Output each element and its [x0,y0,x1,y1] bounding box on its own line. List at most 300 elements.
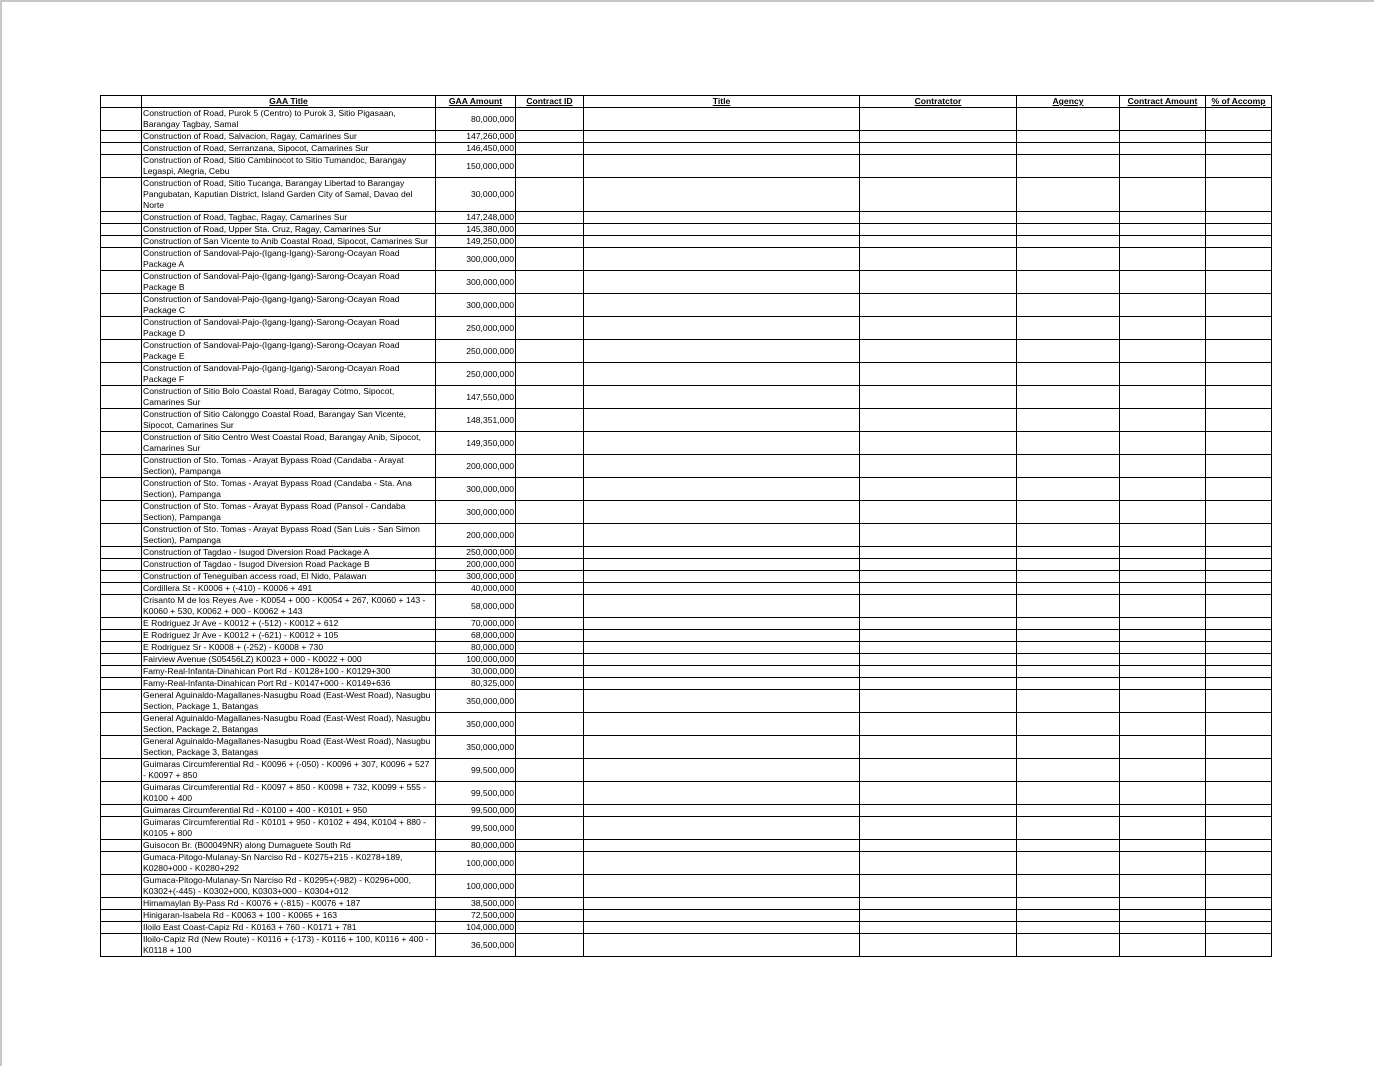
agency-cell [1017,236,1120,248]
contract-amount-cell [1120,713,1206,736]
contractor-cell [860,386,1017,409]
table-row [101,805,1272,817]
gaa-title-cell: E Rodriguez Jr Ave - K0012 + (-512) - K0012 + 612 [142,618,436,630]
gaa-title-cell: Guimaras Circumferential Rd - K0097 + 850 - K0098 + 732, K0099 + 555 - K0100 + 400 [142,782,436,805]
gaa-amount-cell: 104,000,000 [436,922,516,934]
contractor-cell [860,595,1017,618]
contract-amount-cell [1120,340,1206,363]
table-row [101,178,1272,212]
gaa-amount-cell: 30,000,000 [436,666,516,678]
agency-cell [1017,224,1120,236]
agency-cell [1017,690,1120,713]
contract-id-cell [516,501,584,524]
table-row [101,363,1272,386]
contract-id-cell [516,363,584,386]
contract-amount-cell [1120,817,1206,840]
gaa-amount-cell: 149,350,000 [436,432,516,455]
contract-id-cell [516,409,584,432]
table-row [101,143,1272,155]
agency-cell [1017,583,1120,595]
row-blank-cell [101,840,142,852]
contract-amount-cell [1120,630,1206,642]
pct-accomp-cell [1206,690,1272,713]
contract-id-cell [516,595,584,618]
title-cell [584,478,860,501]
contract-id-cell [516,898,584,910]
row-blank-cell [101,690,142,713]
contractor-cell [860,524,1017,547]
title-cell [584,131,860,143]
contract-amount-cell [1120,654,1206,666]
table-row [101,224,1272,236]
contractor-cell [860,817,1017,840]
pct-accomp-cell [1206,155,1272,178]
table-row [101,759,1272,782]
contract-id-cell [516,248,584,271]
contractor-cell [860,178,1017,212]
gaa-amount-cell: 300,000,000 [436,271,516,294]
gaa-amount-cell: 38,500,000 [436,898,516,910]
table-row [101,852,1272,875]
contract-id-cell [516,432,584,455]
page-left-border [0,0,2,1066]
gaa-title-cell: Construction of Sitio Centro West Coastal Road, Barangay Anib, Sipocot, Camarines Sur [142,432,436,455]
gaa-title-cell: Guisocon Br. (B00049NR) along Dumaguete South Rd [142,840,436,852]
contractor-cell [860,236,1017,248]
gaa-amount-cell: 147,248,000 [436,212,516,224]
contract-amount-cell [1120,386,1206,409]
contractor-cell [860,224,1017,236]
table-row [101,294,1272,317]
pct-accomp-cell [1206,630,1272,642]
row-blank-cell [101,248,142,271]
pct-accomp-cell [1206,595,1272,618]
gaa-amount-cell: 147,260,000 [436,131,516,143]
contract-id-cell [516,736,584,759]
pct-accomp-cell [1206,212,1272,224]
contract-amount-cell [1120,934,1206,957]
contractor-cell [860,294,1017,317]
row-blank-cell [101,618,142,630]
agency-cell [1017,571,1120,583]
gaa-title-cell: Cordillera St - K0006 + (-410) - K0006 + 491 [142,583,436,595]
gaa-amount-cell: 350,000,000 [436,736,516,759]
title-cell [584,178,860,212]
gaa-amount-cell: 300,000,000 [436,248,516,271]
contractor-cell [860,478,1017,501]
pct-accomp-cell [1206,455,1272,478]
table-row [101,524,1272,547]
contract-amount-cell [1120,409,1206,432]
gaa-title-cell: Construction of Road, Sitio Tucanga, Barangay Libertad to Barangay Pangubatan, Kaputian District, Island Garden City of Samal, Davao del Norte [142,178,436,212]
pct-accomp-cell [1206,571,1272,583]
contract-id-cell [516,852,584,875]
contract-id-cell [516,155,584,178]
row-blank-cell [101,805,142,817]
contractor-cell [860,248,1017,271]
title-cell [584,143,860,155]
contract-amount-cell [1120,248,1206,271]
row-blank-cell [101,898,142,910]
contract-amount-cell [1120,910,1206,922]
agency-cell [1017,910,1120,922]
contract-amount-cell [1120,782,1206,805]
title-cell [584,666,860,678]
gaa-title-cell: Gumaca-Pitogo-Mulanay-Sn Narciso Rd - K0295+(-982) - K0296+000, K0302+(-445) - K0302+000, K0303+000 - K0304+012 [142,875,436,898]
contractor-cell [860,690,1017,713]
gaa-amount-cell: 150,000,000 [436,155,516,178]
contract-amount-cell [1120,131,1206,143]
contract-amount-cell [1120,678,1206,690]
contract-amount-cell [1120,583,1206,595]
title-cell [584,524,860,547]
header-gaa-title: GAA Title [142,96,436,108]
gaa-amount-cell: 72,500,000 [436,910,516,922]
contractor-cell [860,736,1017,759]
gaa-amount-cell: 147,550,000 [436,386,516,409]
title-cell [584,224,860,236]
row-blank-cell [101,782,142,805]
agency-cell [1017,817,1120,840]
gaa-amount-cell: 68,000,000 [436,630,516,642]
contract-amount-cell [1120,236,1206,248]
pct-accomp-cell [1206,642,1272,654]
agency-cell [1017,455,1120,478]
contract-id-cell [516,934,584,957]
contract-id-cell [516,108,584,131]
gaa-amount-cell: 100,000,000 [436,852,516,875]
contract-amount-cell [1120,178,1206,212]
gaa-amount-cell: 350,000,000 [436,713,516,736]
gaa-title-cell: General Aguinaldo-Magallanes-Nasugbu Road (East-West Road), Nasugbu Section, Package 1, Batangas [142,690,436,713]
contract-id-cell [516,524,584,547]
title-cell [584,271,860,294]
contract-amount-cell [1120,143,1206,155]
title-cell [584,317,860,340]
table-row [101,131,1272,143]
row-blank-cell [101,108,142,131]
gaa-title-cell: Construction of Road, Sitio Cambinocot to Sitio Tumandoc, Barangay Legaspi, Alegria, Cebu [142,155,436,178]
gaa-title-cell: Construction of Teneguiban access road, El Nido, Palawan [142,571,436,583]
contract-id-cell [516,875,584,898]
contract-id-cell [516,817,584,840]
agency-cell [1017,363,1120,386]
row-blank-cell [101,759,142,782]
contractor-cell [860,108,1017,131]
contractor-cell [860,934,1017,957]
gaa-amount-cell: 99,500,000 [436,759,516,782]
gaa-title-cell: Construction of Sandoval-Pajo-(Igang-Igang)-Sarong-Ocayan Road Package D [142,317,436,340]
title-cell [584,805,860,817]
contract-id-cell [516,713,584,736]
contract-id-cell [516,782,584,805]
contractor-cell [860,212,1017,224]
gaa-title-cell: Construction of Sto. Tomas - Arayat Bypass Road (Candaba - Arayat Section), Pampanga [142,455,436,478]
gaa-amount-cell: 300,000,000 [436,571,516,583]
contract-amount-cell [1120,108,1206,131]
table-row [101,910,1272,922]
contract-id-cell [516,478,584,501]
gaa-title-cell: Construction of Road, Salvacion, Ragay, Camarines Sur [142,131,436,143]
table-row [101,108,1272,131]
gaa-title-cell: Guimaras Circumferential Rd - K0096 + (-050) - K0096 + 307, K0096 + 527 - K0097 + 850 [142,759,436,782]
agency-cell [1017,294,1120,317]
contractor-cell [860,547,1017,559]
contract-id-cell [516,759,584,782]
row-blank-cell [101,143,142,155]
table-row [101,642,1272,654]
row-blank-cell [101,817,142,840]
gaa-amount-cell: 250,000,000 [436,340,516,363]
table-row [101,155,1272,178]
gaa-title-cell: Iloilo-Capiz Rd (New Route) - K0116 + (-173) - K0116 + 100, K0116 + 400 - K0118 + 100 [142,934,436,957]
row-blank-cell [101,212,142,224]
gaa-title-cell: Famy-Real-Infanta-Dinahican Port Rd - K0128+100 - K0129+300 [142,666,436,678]
pct-accomp-cell [1206,386,1272,409]
gaa-amount-cell: 80,000,000 [436,840,516,852]
contract-amount-cell [1120,595,1206,618]
contractor-cell [860,409,1017,432]
agency-cell [1017,736,1120,759]
title-cell [584,817,860,840]
row-blank-cell [101,478,142,501]
pct-accomp-cell [1206,910,1272,922]
gaa-title-cell: Himamaylan By-Pass Rd - K0076 + (-815) - K0076 + 187 [142,898,436,910]
contract-id-cell [516,910,584,922]
agency-cell [1017,131,1120,143]
pct-accomp-cell [1206,759,1272,782]
table-row [101,817,1272,840]
contractor-cell [860,455,1017,478]
agency-cell [1017,875,1120,898]
agency-cell [1017,852,1120,875]
pct-accomp-cell [1206,409,1272,432]
contract-amount-cell [1120,455,1206,478]
title-cell [584,642,860,654]
agency-cell [1017,524,1120,547]
table-row [101,432,1272,455]
contract-id-cell [516,666,584,678]
contract-amount-cell [1120,155,1206,178]
gaa-amount-cell: 80,325,000 [436,678,516,690]
header-contractor: Contratctor [860,96,1017,108]
gaa-title-cell: Construction of Sitio Bolo Coastal Road, Baragay Cotmo, Sipocot, Camarines Sur [142,386,436,409]
agency-cell [1017,618,1120,630]
agency-cell [1017,340,1120,363]
table-row [101,782,1272,805]
row-blank-cell [101,630,142,642]
table-row [101,212,1272,224]
contract-amount-cell [1120,690,1206,713]
contract-amount-cell [1120,224,1206,236]
title-cell [584,934,860,957]
contractor-cell [860,840,1017,852]
agency-cell [1017,840,1120,852]
agency-cell [1017,501,1120,524]
row-blank-cell [101,363,142,386]
contract-id-cell [516,630,584,642]
contract-amount-cell [1120,432,1206,455]
pct-accomp-cell [1206,478,1272,501]
contract-amount-cell [1120,547,1206,559]
contractor-cell [860,131,1017,143]
table-row [101,571,1272,583]
agency-cell [1017,898,1120,910]
contract-id-cell [516,618,584,630]
title-cell [584,922,860,934]
pct-accomp-cell [1206,108,1272,131]
row-blank-cell [101,155,142,178]
gaa-title-cell: Gumaca-Pitogo-Mulanay-Sn Narciso Rd - K0275+215 - K0278+189, K0280+000 - K0280+292 [142,852,436,875]
table-row [101,595,1272,618]
table-body [101,108,1272,957]
contract-id-cell [516,642,584,654]
row-blank-cell [101,875,142,898]
contractor-cell [860,666,1017,678]
agency-cell [1017,432,1120,455]
gaa-title-cell: Construction of Sandoval-Pajo-(Igang-Igang)-Sarong-Ocayan Road Package A [142,248,436,271]
gaa-amount-cell: 80,000,000 [436,642,516,654]
title-cell [584,571,860,583]
pct-accomp-cell [1206,583,1272,595]
row-blank-cell [101,340,142,363]
contract-id-cell [516,212,584,224]
gaa-amount-cell: 350,000,000 [436,690,516,713]
title-cell [584,630,860,642]
agency-cell [1017,922,1120,934]
pct-accomp-cell [1206,294,1272,317]
header-title: Title [584,96,860,108]
title-cell [584,248,860,271]
title-cell [584,654,860,666]
gaa-amount-cell: 250,000,000 [436,363,516,386]
table-row [101,559,1272,571]
agency-cell [1017,595,1120,618]
row-blank-cell [101,131,142,143]
table-row [101,934,1272,957]
row-blank-cell [101,178,142,212]
row-blank-cell [101,666,142,678]
gaa-title-cell: Construction of Road, Purok 5 (Centro) to Purok 3, Sitio Pigasaan, Barangay Tagbay, Samal [142,108,436,131]
pct-accomp-cell [1206,248,1272,271]
contract-amount-cell [1120,875,1206,898]
header-gaa-amount: GAA Amount [436,96,516,108]
gaa-amount-cell: 200,000,000 [436,455,516,478]
contractor-cell [860,317,1017,340]
gaa-amount-cell: 300,000,000 [436,294,516,317]
row-blank-cell [101,595,142,618]
contract-id-cell [516,654,584,666]
gaa-amount-cell: 100,000,000 [436,654,516,666]
contractor-cell [860,759,1017,782]
title-cell [584,340,860,363]
table-row [101,840,1272,852]
contract-id-cell [516,583,584,595]
contract-id-cell [516,317,584,340]
gaa-title-cell: Hinigaran-Isabela Rd - K0063 + 100 - K0065 + 163 [142,910,436,922]
title-cell [584,583,860,595]
table-row [101,583,1272,595]
contractor-cell [860,143,1017,155]
row-blank-cell [101,678,142,690]
gaa-amount-cell: 58,000,000 [436,595,516,618]
contract-amount-cell [1120,212,1206,224]
row-blank-cell [101,294,142,317]
table-row [101,713,1272,736]
pct-accomp-cell [1206,340,1272,363]
agency-cell [1017,559,1120,571]
pct-accomp-cell [1206,678,1272,690]
pct-accomp-cell [1206,559,1272,571]
pct-accomp-cell [1206,852,1272,875]
contract-amount-cell [1120,271,1206,294]
contract-id-cell [516,690,584,713]
gaa-amount-cell: 200,000,000 [436,524,516,547]
row-blank-cell [101,654,142,666]
contractor-cell [860,852,1017,875]
gaa-amount-cell: 250,000,000 [436,547,516,559]
pct-accomp-cell [1206,736,1272,759]
title-cell [584,559,860,571]
table-row [101,478,1272,501]
gaa-title-cell: Iloilo East Coast-Capiz Rd - K0163 + 760 - K0171 + 781 [142,922,436,934]
row-blank-cell [101,271,142,294]
gaa-title-cell: E Rodriguez Jr Ave - K0012 + (-621) - K0012 + 105 [142,630,436,642]
contract-id-cell [516,805,584,817]
agency-cell [1017,317,1120,340]
contractor-cell [860,805,1017,817]
agency-cell [1017,409,1120,432]
contractor-cell [860,875,1017,898]
row-blank-cell [101,409,142,432]
title-cell [584,618,860,630]
agency-cell [1017,934,1120,957]
pct-accomp-cell [1206,922,1272,934]
contractor-cell [860,782,1017,805]
contract-id-cell [516,547,584,559]
gaa-amount-cell: 80,000,000 [436,108,516,131]
gaa-amount-cell: 99,500,000 [436,782,516,805]
gaa-amount-cell: 200,000,000 [436,559,516,571]
table-row [101,618,1272,630]
gaa-title-cell: Construction of Sandoval-Pajo-(Igang-Igang)-Sarong-Ocayan Road Package C [142,294,436,317]
agency-cell [1017,805,1120,817]
table-row [101,736,1272,759]
agency-cell [1017,630,1120,642]
contractor-cell [860,678,1017,690]
row-blank-cell [101,934,142,957]
pct-accomp-cell [1206,432,1272,455]
table-row [101,248,1272,271]
gaa-amount-cell: 40,000,000 [436,583,516,595]
gaa-amount-cell: 145,380,000 [436,224,516,236]
agency-cell [1017,713,1120,736]
title-cell [584,236,860,248]
header-pct-accomp: % of Accomp [1206,96,1272,108]
contract-amount-cell [1120,666,1206,678]
gaa-title-cell: E Rodriguez Sr - K0008 + (-252) - K0008 + 730 [142,642,436,654]
contract-amount-cell [1120,759,1206,782]
agency-cell [1017,759,1120,782]
table-row [101,455,1272,478]
contract-id-cell [516,571,584,583]
contract-amount-cell [1120,922,1206,934]
contract-id-cell [516,271,584,294]
table-row [101,654,1272,666]
contract-id-cell [516,224,584,236]
agency-cell [1017,642,1120,654]
title-cell [584,432,860,455]
